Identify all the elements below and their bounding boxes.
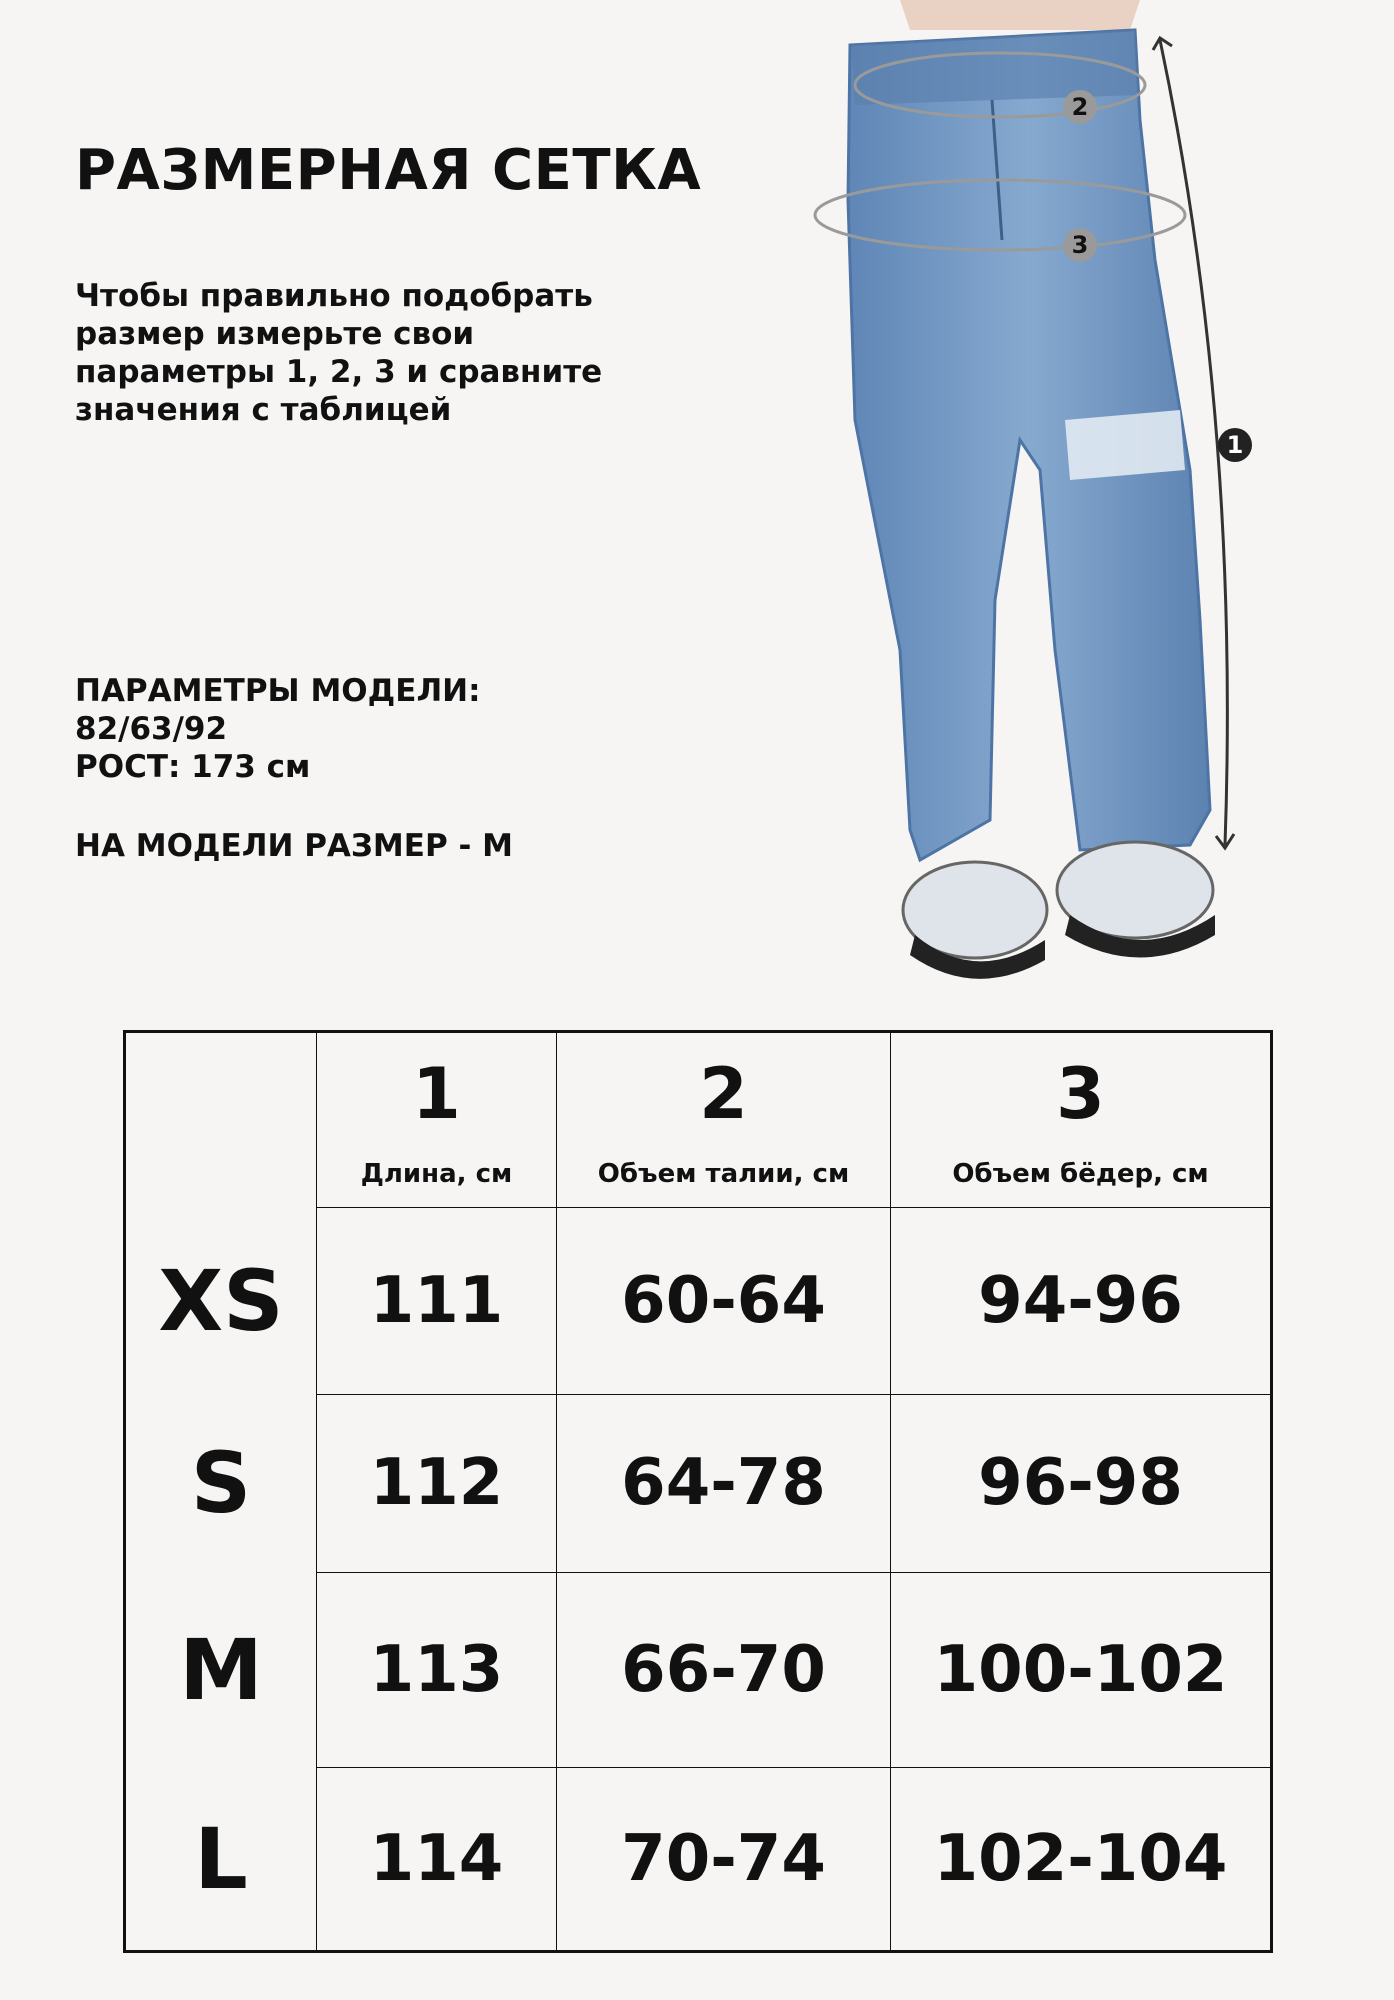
length-value: 114 <box>317 1768 557 1952</box>
size-label: L <box>125 1768 317 1952</box>
hips-value: 102-104 <box>891 1768 1272 1952</box>
waist-value: 60-64 <box>557 1207 891 1395</box>
column-number: 2 <box>699 1052 748 1135</box>
size-chart-table <box>123 1030 1273 1953</box>
jeans-figure <box>780 0 1280 995</box>
column-name: Объем талии, см <box>597 1158 850 1189</box>
hips-value: 100-102 <box>891 1572 1272 1768</box>
column-name: Длина, см <box>360 1158 513 1189</box>
size-label: M <box>125 1572 317 1768</box>
knee-rip <box>1065 410 1185 480</box>
length-value: 112 <box>317 1395 557 1573</box>
column-number: 3 <box>1056 1052 1105 1135</box>
instructions-text: Чтобы правильно подобрать размер измерьте свои параметры 1, 2, 3 и сравните значения с таблицей <box>75 278 603 428</box>
model-measurements: 82/63/92 <box>75 711 228 747</box>
waist-value: 64-78 <box>557 1395 891 1573</box>
page-title: РАЗМЕРНАЯ СЕТКА <box>75 138 702 203</box>
model-parameters <box>75 672 481 786</box>
hips-value: 94-96 <box>891 1207 1272 1395</box>
table-row <box>125 1768 1272 1952</box>
marker-2-label: 2 <box>1071 93 1089 121</box>
length-value: 111 <box>317 1207 557 1395</box>
model-height: РОСТ: 173 см <box>75 749 311 785</box>
size-label: XS <box>125 1207 317 1395</box>
column-header-length <box>317 1032 557 1208</box>
model-torso <box>900 0 1140 30</box>
waist-value: 70-74 <box>557 1768 891 1952</box>
waist-value: 66-70 <box>557 1572 891 1768</box>
table-header-row <box>125 1032 1272 1208</box>
table-corner-cell <box>125 1032 317 1208</box>
hips-value: 96-98 <box>891 1395 1272 1573</box>
table-row <box>125 1395 1272 1573</box>
size-label: S <box>125 1395 317 1573</box>
table-row <box>125 1207 1272 1395</box>
column-name: Объем бёдер, см <box>952 1158 1209 1189</box>
length-value: 113 <box>317 1572 557 1768</box>
column-header-waist <box>557 1032 891 1208</box>
marker-1-label: 1 <box>1226 431 1244 459</box>
column-number: 1 <box>412 1052 461 1135</box>
model-size-note: НА МОДЕЛИ РАЗМЕР - М <box>75 828 513 864</box>
marker-3-label: 3 <box>1071 231 1089 259</box>
table-row <box>125 1572 1272 1768</box>
model-parameters-label: ПАРАМЕТРЫ МОДЕЛИ: <box>75 673 481 709</box>
column-header-hips <box>891 1032 1272 1208</box>
